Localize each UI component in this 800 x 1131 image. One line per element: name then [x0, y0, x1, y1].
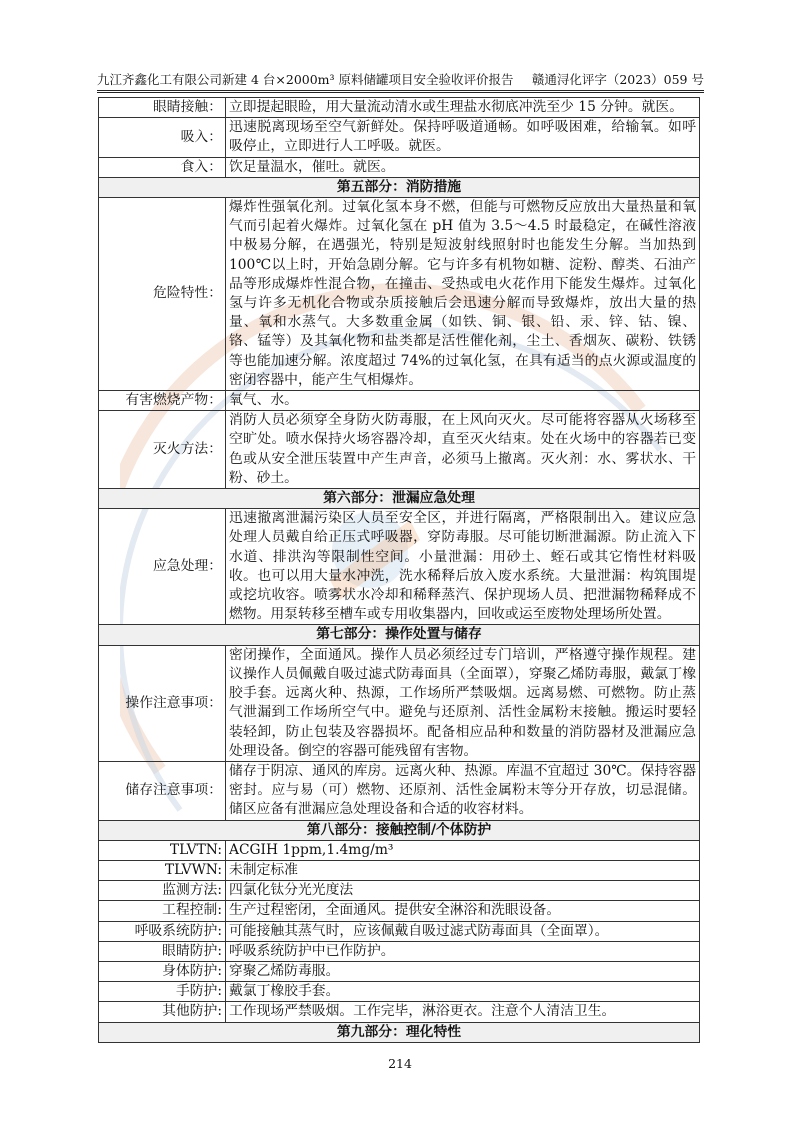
- row-value: 工作现场严禁吸烟。工作完毕，淋浴更衣。注意个人清洁卫生。: [226, 1002, 700, 1022]
- table-row: [99, 645, 700, 761]
- table-row: [99, 198, 700, 391]
- row-label: 操作注意事项：: [99, 645, 226, 761]
- table-row: [99, 941, 700, 961]
- row-label: 其他防护:: [99, 1002, 226, 1022]
- row-value: 可能接触其蒸气时，应该佩戴自吸过滤式防毒面具（全面罩）。: [226, 921, 700, 941]
- row-value: 饮足量温水，催吐。就医。: [226, 157, 700, 177]
- row-label: 应急处理：: [99, 509, 226, 625]
- section-row: [99, 177, 700, 197]
- section-heading: 第六部分：泄漏应急处理: [99, 489, 700, 509]
- row-value: 未制定标准: [226, 860, 700, 880]
- row-value: 迅速撤离泄漏污染区人员至安全区，并进行隔离，严格限制出入。建议应急处理人员戴自给正压式呼吸器，穿防毒服。尽可能切断泄漏源。防止流入下水道、排洪沟等限制性空间。小量泄漏：用砂土、蛭石或其它惰性材料吸收。也可以用大量水冲洗，洗水稀释后放入废水系统。大量泄漏：构筑围堤或挖坑收容。喷雾状水冷却和稀释蒸汽、保护现场人员、把泄漏物稀释成不燃物。用泵转移至槽车或专用收集器内，回收或运至废物处理场所处置。: [226, 509, 700, 625]
- section-heading: 第五部分：消防措施: [99, 177, 700, 197]
- row-label: TLVWN:: [99, 860, 226, 880]
- row-label: 监测方法:: [99, 881, 226, 901]
- table-row: [99, 118, 700, 157]
- section-heading: 第七部分：操作处置与储存: [99, 625, 700, 645]
- row-label: 吸入：: [99, 118, 226, 157]
- section-row: [99, 1022, 700, 1042]
- row-value: 迅速脱离现场至空气新鲜处。保持呼吸道通畅。如呼吸困难，给输氧。如呼吸停止，立即进行人工呼吸。就医。: [226, 118, 700, 157]
- header-rule: [97, 90, 704, 91]
- row-label: 眼睛接触：: [99, 98, 226, 118]
- row-value: 四氯化钛分光光度法: [226, 881, 700, 901]
- section-row: [99, 625, 700, 645]
- table-row: [99, 761, 700, 820]
- section-heading: 第九部分：理化特性: [99, 1022, 700, 1042]
- page-header: [97, 68, 704, 88]
- row-value: 呼吸系统防护中已作防护。: [226, 941, 700, 961]
- row-value: 爆炸性强氧化剂。过氧化氢本身不燃，但能与可燃物反应放出大量热量和氧气而引起着火爆炸。过氧化氢在 pH 值为 3.5～4.5 时最稳定，在碱性溶液中极易分解，在遇强光，特别是短波射线照射时也能发生分解。当加热到 100℃以上时，开始急剧分解。它与许多有机物如糖、淀粉、醇类、石油产品等形成爆炸性混合物，在撞击、受热或电火花作用下能发生爆炸。过氧化氢与许多无机化合物或杂质接触后会迅速分解而导致爆炸，放出大量的热量、氧和水蒸气。大多数重金属（如铁、铜、银、铅、汞、锌、钴、镍、铬、锰等）及其氧化物和盐类都是活性催化剂，尘土、香烟灰、碳粉、铁锈等也能加速分解。浓度超过 74%的过氧化氢，在具有适当的点火源或温度的密闭容器中，能产生气相爆炸。: [226, 198, 700, 391]
- table-row: [99, 98, 700, 118]
- table-row: [99, 921, 700, 941]
- header-document-number: 赣通浔化评字（2023）059 号: [531, 72, 704, 87]
- row-label: 工程控制:: [99, 901, 226, 921]
- row-label: 眼睛防护:: [99, 941, 226, 961]
- table-row: [99, 1002, 700, 1022]
- row-label: 身体防护:: [99, 961, 226, 981]
- row-value: 密闭操作，全面通风。操作人员必须经过专门培训，严格遵守操作规程。建议操作人员佩戴自吸过滤式防毒面具（全面罩），穿聚乙烯防毒服，戴氯丁橡胶手套。远离火种、热源，工作场所严禁吸烟。远离易燃、可燃物。防止蒸气泄漏到工作场所空气中。避免与还原剂、活性金属粉末接触。搬运时要轻装轻卸，防止包装及容器损坏。配备相应品种和数量的消防器材及泄漏应急处理设备。倒空的容器可能残留有害物。: [226, 645, 700, 761]
- row-label: 食入：: [99, 157, 226, 177]
- table-row: [99, 157, 700, 177]
- row-label: 手防护:: [99, 982, 226, 1002]
- table-row: [99, 840, 700, 860]
- section-row: [99, 820, 700, 840]
- row-label: 呼吸系统防护:: [99, 921, 226, 941]
- table-row: [99, 391, 700, 411]
- header-rule-double: [97, 92, 704, 93]
- table-row: [99, 509, 700, 625]
- row-value: 穿聚乙烯防毒服。: [226, 961, 700, 981]
- table-row: [99, 982, 700, 1002]
- table-row: [99, 881, 700, 901]
- row-label: 危险特性：: [99, 198, 226, 391]
- section-row: [99, 489, 700, 509]
- safety-data-table: [98, 97, 700, 1043]
- row-label: TLVTN:: [99, 840, 226, 860]
- page-number: 214: [388, 1056, 412, 1071]
- table-row: [99, 860, 700, 880]
- row-value: 戴氯丁橡胶手套。: [226, 982, 700, 1002]
- table-row: [99, 411, 700, 489]
- row-value: 消防人员必须穿全身防火防毒服，在上风向灭火。尽可能将容器从火场移至空旷处。喷水保持火场容器冷却，直至灭火结束。处在火场中的容器若已变色或从安全泄压装置中产生声音，必须马上撤离。灭火剂：水、雾状水、干粉、砂土。: [226, 411, 700, 489]
- row-value: ACGIH 1ppm,1.4mg/m³: [226, 840, 700, 860]
- row-label: 灭火方法：: [99, 411, 226, 489]
- row-value: 立即提起眼睑，用大量流动清水或生理盐水彻底冲洗至少 15 分钟。就医。: [226, 98, 700, 118]
- table-row: [99, 901, 700, 921]
- table-row: [99, 961, 700, 981]
- row-value: 氧气、水。: [226, 391, 700, 411]
- row-value: 储存于阴凉、通风的库房。远离火种、热源。库温不宜超过 30℃。保持容器密封。应与易（可）燃物、还原剂、活性金属粉末等分开存放，切忌混储。储区应备有泄漏应急处理设备和合适的收容材料。: [226, 761, 700, 820]
- row-label: 有害燃烧产物：: [99, 391, 226, 411]
- row-label: 储存注意事项：: [99, 761, 226, 820]
- row-value: 生产过程密闭，全面通风。提供安全淋浴和洗眼设备。: [226, 901, 700, 921]
- section-heading: 第八部分：接触控制/个体防护: [99, 820, 700, 840]
- header-report-title: 九江齐鑫化工有限公司新建 4 台×2000m³ 原料储罐项目安全验收评价报告: [97, 72, 514, 87]
